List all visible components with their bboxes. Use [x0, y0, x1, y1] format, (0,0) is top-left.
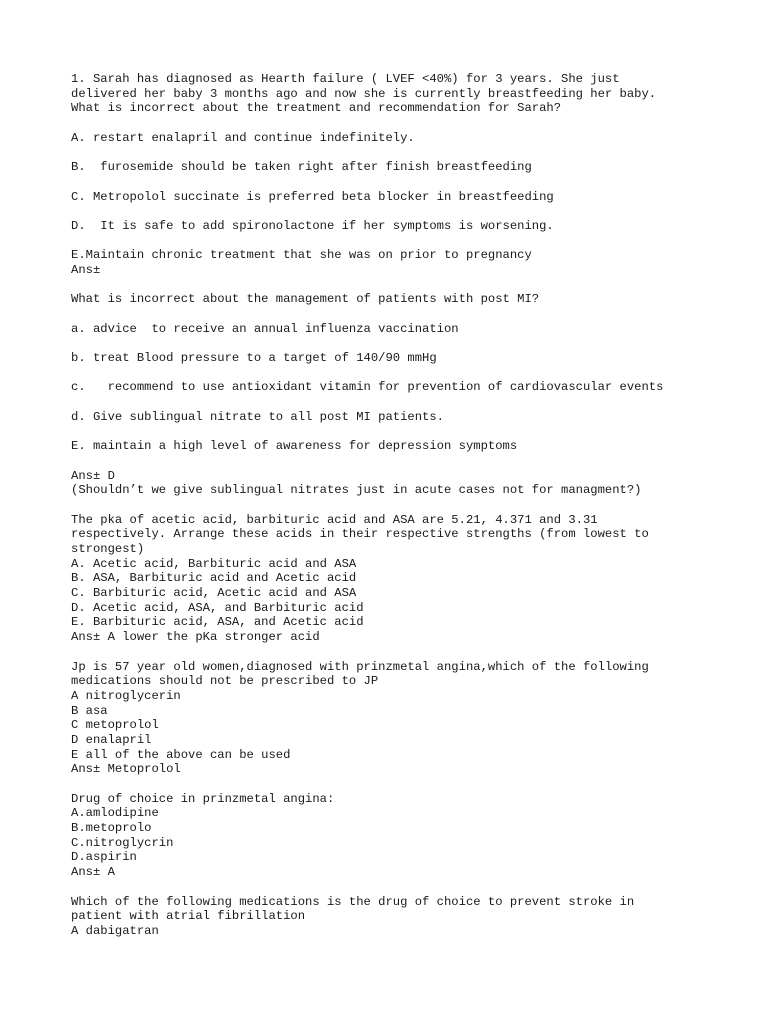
text-block	[71, 219, 751, 234]
text-line: a. advice to receive an annual influenza vaccination	[71, 321, 459, 336]
paragraph-gap	[71, 425, 751, 440]
text-block	[71, 322, 751, 337]
paragraph-gap	[71, 366, 751, 381]
text-line: (Shouldn’t we give sublingual nitrates just in acute cases not for managment?)	[71, 483, 642, 498]
paragraph-gap	[71, 777, 751, 792]
paragraph-gap	[71, 278, 751, 293]
paragraph-gap	[71, 116, 751, 131]
text-line: A. restart enalapril and continue indefinitely.	[71, 130, 415, 145]
text-line: B. ASA, Barbituric acid and Acetic acid	[71, 571, 357, 586]
text-line: Ans± Metoprolol	[71, 762, 181, 777]
text-block	[71, 292, 751, 307]
text-block	[71, 190, 751, 205]
text-block	[71, 131, 751, 146]
text-block	[71, 160, 751, 175]
text-line: A. Acetic acid, Barbituric acid and ASA	[71, 556, 357, 571]
text-line: C. Metropolol succinate is preferred beta blocker in breastfeeding	[71, 189, 554, 204]
paragraph-gap	[71, 307, 751, 322]
paragraph-gap	[71, 498, 751, 513]
text-line: D. Acetic acid, ASA, and Barbituric acid	[71, 600, 364, 615]
text-line: Ans± A lower the pKa stronger acid	[71, 630, 320, 645]
text-line: B. furosemide should be taken right after finish breastfeeding	[71, 160, 532, 175]
text-line: strongest)	[71, 542, 145, 556]
text-line: C metoprolol	[71, 718, 159, 733]
text-block	[71, 410, 751, 425]
text-line: d. Give sublingual nitrate to all post MI patients.	[71, 409, 444, 424]
text-line: 1. Sarah has diagnosed as Hearth failure ( LVEF <40%) for 3 years. She just	[71, 72, 620, 86]
text-line: E. Barbituric acid, ASA, and Acetic acid	[71, 615, 364, 630]
paragraph-gap	[71, 175, 751, 190]
text-line: C.nitroglycrin	[71, 835, 174, 850]
text-block	[71, 439, 751, 454]
text-line: E. maintain a high level of awareness for depression symptoms	[71, 439, 518, 454]
text-line: b. treat Blood pressure to a target of 140/90 mmHg	[71, 351, 437, 366]
paragraph-gap	[71, 336, 751, 351]
paragraph-gap	[71, 395, 751, 410]
text-line: What is incorrect about the treatment and recommendation for Sarah?	[71, 101, 562, 116]
text-line: c. recommend to use antioxidant vitamin for prevention of cardiovascular events	[71, 380, 664, 395]
paragraph-gap	[71, 234, 751, 249]
text-line: D. It is safe to add spironolactone if her symptoms is worsening.	[71, 218, 554, 233]
text-line: A dabigatran	[71, 923, 159, 938]
text-line: respectively. Arrange these acids in their respective strengths (from lowest to	[71, 527, 649, 542]
text-line: A.amlodipine	[71, 806, 159, 821]
text-block	[71, 248, 751, 277]
text-block	[71, 513, 751, 645]
text-line: What is incorrect about the management of patients with post MI?	[71, 292, 540, 307]
paragraph-gap	[71, 204, 751, 219]
text-block	[71, 380, 751, 395]
text-block	[71, 895, 751, 939]
text-line: delivered her baby 3 months ago and now she is currently breastfeeding her baby.	[71, 86, 657, 101]
text-block	[71, 351, 751, 366]
text-line: patient with atrial fibrillation	[71, 909, 306, 924]
paragraph-gap	[71, 645, 751, 660]
text-line: Ans± D	[71, 468, 115, 483]
text-block	[71, 792, 751, 880]
document-page	[71, 72, 751, 939]
text-line: Ans±	[71, 262, 101, 277]
text-line: D enalapril	[71, 732, 152, 747]
paragraph-gap	[71, 454, 751, 469]
text-line: B.metoprolo	[71, 821, 152, 836]
text-block	[71, 469, 751, 498]
text-line: Which of the following medications is the drug of choice to prevent stroke in	[71, 894, 635, 909]
text-line: A nitroglycerin	[71, 688, 181, 703]
text-line: medications should not be prescribed to JP	[71, 674, 379, 689]
text-line: E.Maintain chronic treatment that she was on prior to pregnancy	[71, 248, 532, 263]
text-line: D.aspirin	[71, 850, 137, 865]
text-line: The pka of acetic acid, barbituric acid and ASA are 5.21, 4.371 and 3.31	[71, 512, 598, 527]
text-line: C. Barbituric acid, Acetic acid and ASA	[71, 586, 357, 601]
paragraph-gap	[71, 880, 751, 895]
text-line: Jp is 57 year old women,diagnosed with prinzmetal angina,which of the following	[71, 659, 649, 674]
text-block	[71, 72, 751, 116]
text-line: B asa	[71, 703, 108, 718]
text-line: Drug of choice in prinzmetal angina:	[71, 791, 335, 806]
paragraph-gap	[71, 145, 751, 160]
text-line: Ans± A	[71, 865, 115, 880]
text-line: E all of the above can be used	[71, 747, 291, 762]
text-block	[71, 660, 751, 778]
